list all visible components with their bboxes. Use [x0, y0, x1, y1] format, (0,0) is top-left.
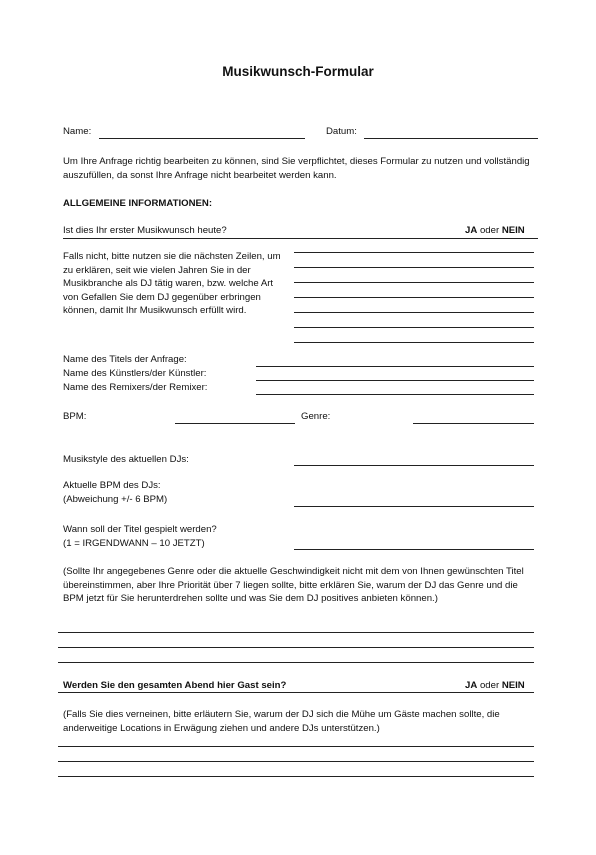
followup-line-2[interactable] — [294, 267, 534, 268]
first-request-answer[interactable] — [465, 224, 525, 237]
page-title: Musikwunsch-Formular — [222, 64, 374, 79]
explanation-line-2[interactable] — [58, 647, 534, 648]
name-field[interactable] — [99, 138, 305, 139]
divider-line — [58, 692, 534, 693]
explanation-line-1[interactable] — [58, 632, 534, 633]
no-option[interactable]: NEIN — [501, 680, 525, 691]
date-field[interactable] — [364, 138, 538, 139]
current-bpm-field[interactable] — [294, 506, 534, 507]
yes-option[interactable]: JA — [465, 225, 478, 236]
section-heading: ALLGEMEINE INFORMATIONEN: — [63, 198, 213, 209]
genre-field[interactable] — [413, 423, 534, 424]
followup-line-1[interactable] — [294, 252, 534, 253]
or-text: oder — [479, 225, 500, 236]
genre-note: (Sollte Ihr angegebenes Genre oder die aktuelle Geschwindigkeit nicht mit dem von Ihnen gewünschten Titel übereinstimmen, aber Ihre Priorität über 7 liegen sollte, bitte erklären Sie, warum der DJ das Genre und die BPM jetzt für Sie herunterdrehen sollte und was Sie dem DJ positives anbieten können.) — [63, 566, 524, 604]
followup-line-3[interactable] — [294, 282, 534, 283]
remixer-name-label: Name des Remixers/der Remixer: — [63, 382, 208, 393]
no-option[interactable]: NEIN — [501, 225, 525, 236]
artist-name-field[interactable] — [256, 380, 534, 381]
whole-evening-answer[interactable] — [465, 679, 525, 692]
followup-instructions: Falls nicht, bitte nutzen sie die nächsten Zeilen, um zu erklären, seit wie vielen Jahren Sie in der Musikbranche als DJ tätig waren, bzw. welche Art von Gefallen Sie dem DJ gegenüber erbringen können, damit Ihr Musikwunsch erfüllt wird. — [63, 251, 281, 316]
music-style-field[interactable] — [294, 465, 534, 466]
first-request-question: Ist dies Ihr erster Musikwunsch heute? — [63, 225, 227, 236]
whole-evening-question: Werden Sie den gesamten Abend hier Gast sein? — [63, 680, 287, 691]
date-label: Datum: — [326, 126, 357, 137]
followup-line-7[interactable] — [294, 342, 534, 343]
yes-option[interactable]: JA — [465, 680, 478, 691]
divider-line — [63, 238, 538, 239]
play-time-scale: (1 = IRGENDWANN – 10 JETZT) — [63, 538, 205, 549]
current-bpm-note: (Abweichung +/- 6 BPM) — [63, 494, 168, 505]
evening-line-2[interactable] — [58, 761, 534, 762]
play-time-field[interactable] — [294, 549, 534, 550]
title-name-label: Name des Titels der Anfrage: — [63, 354, 187, 365]
evening-line-1[interactable] — [58, 746, 534, 747]
explanation-line-3[interactable] — [58, 662, 534, 663]
current-bpm-label: Aktuelle BPM des DJs: — [63, 480, 161, 491]
followup-line-6[interactable] — [294, 327, 534, 328]
play-time-label: Wann soll der Titel gespielt werden? — [63, 524, 217, 535]
or-text: oder — [479, 680, 500, 691]
evening-line-3[interactable] — [58, 776, 534, 777]
intro-text: Um Ihre Anfrage richtig bearbeiten zu können, sind Sie verpflichtet, dieses Formular zu nutzen und vollständig auszufüllen, da sonst Ihre Anfrage nicht bearbeitet werden kann. — [63, 156, 530, 181]
artist-name-label: Name des Künstlers/der Künstler: — [63, 368, 207, 379]
bpm-field[interactable] — [175, 423, 295, 424]
title-name-field[interactable] — [256, 366, 534, 367]
music-style-label: Musikstyle des aktuellen DJs: — [63, 454, 189, 465]
bpm-label: BPM: — [63, 411, 87, 422]
genre-label: Genre: — [301, 411, 331, 422]
name-label: Name: — [63, 126, 92, 137]
followup-line-5[interactable] — [294, 312, 534, 313]
evening-followup-instructions: (Falls Sie dies verneinen, bitte erläutern Sie, warum der DJ sich die Mühe um Gäste machen sollte, die anderweitige Locations in Erwägung ziehen und andere DJs unterstützen.) — [63, 709, 500, 734]
followup-line-4[interactable] — [294, 297, 534, 298]
remixer-name-field[interactable] — [256, 394, 534, 395]
